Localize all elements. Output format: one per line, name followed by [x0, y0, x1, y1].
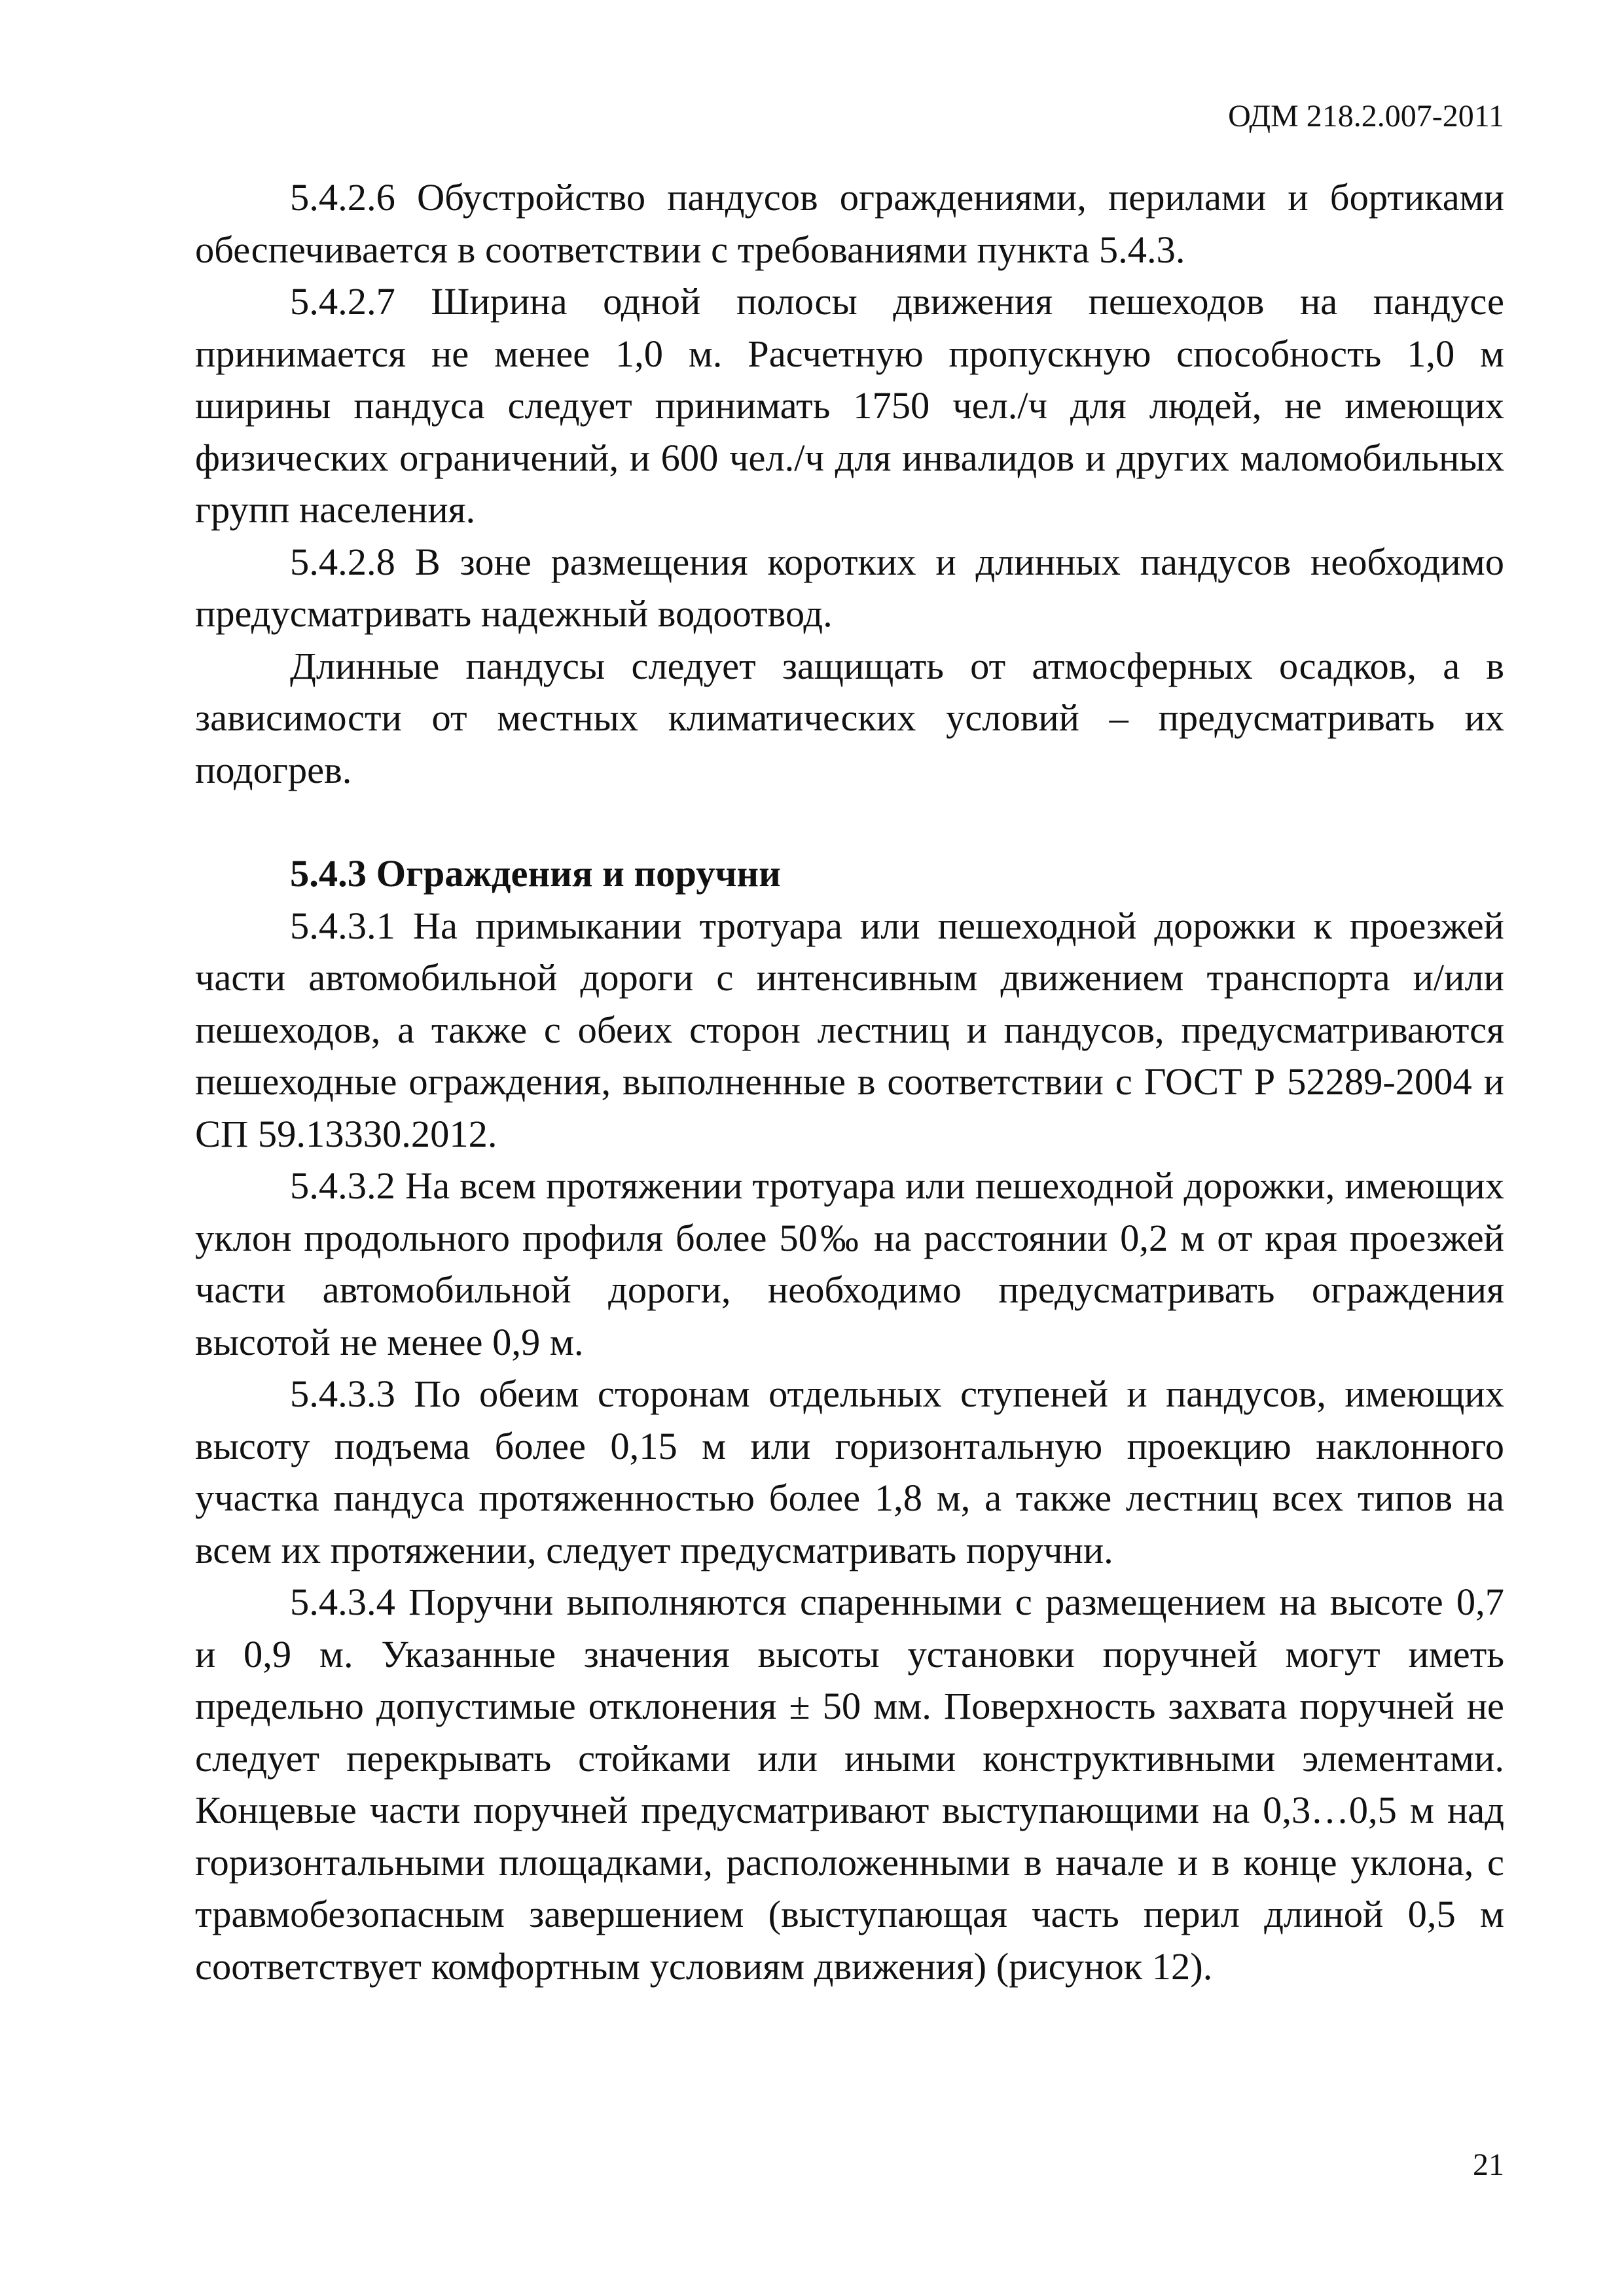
document-body	[195, 171, 1504, 1992]
paragraph-5-4-2-7: 5.4.2.7 Ширина одной полосы движения пешеходов на пандусе принимается не менее 1,0 м. Расчетную пропускную способность 1,0 м ширины пандуса следует принимать 1750 чел./ч для людей, не имеющих физических ограничений, и 600 чел./ч для инвалидов и других маломобильных групп населения.	[195, 280, 1504, 531]
paragraph-5-4-3-1: 5.4.3.1 На примыкании тротуара или пешеходной дорожки к проезжей части автомобильной дороги с интенсивным движением транспорта и/или пешеходов, а также с обеих сторон лестниц и пандусов, предусматриваются пешеходные ограждения, выполненные в соответствии с ГОСТ Р 52289-2004 и СП 59.13330.2012.	[195, 904, 1504, 1155]
section-heading-5-4-3: 5.4.3 Ограждения и поручни	[290, 852, 781, 895]
paragraph-5-4-3-2: 5.4.3.2 На всем протяжении тротуара или пешеходной дорожки, имеющих уклон продольного профиля более 50‰ на расстоянии 0,2 м от края проезжей части автомобильной дороги, необходимо предусматривать ограждения высотой не менее 0,9 м.	[195, 1164, 1504, 1363]
document-code-header: ОДМ 218.2.007-2011	[1228, 99, 1504, 134]
paragraph-5-4-2-8: 5.4.2.8 В зоне размещения коротких и длинных пандусов необходимо предусматривать надежный водоотвод.	[195, 540, 1504, 635]
paragraph-5-4-3-4: 5.4.3.4 Поручни выполняются спаренными с размещением на высоте 0,7 и 0,9 м. Указанные значения высоты установки поручней могут иметь предельно допустимые отклонения ± 50 мм. Поверхность захвата поручней не следует перекрывать стойками или иными конструктивными элементами. Концевые части поручней предусматривают выступающими на 0,3…0,5 м над горизонтальными площадками, расположенными в начале и в конце уклона, с травмобезопасным завершением (выступающая часть перил длиной 0,5 м соответствует комфортным условиям движения) (рисунок 12).	[195, 1581, 1504, 1988]
paragraph-5-4-2-6: 5.4.2.6 Обустройство пандусов ограждениями, перилами и бортиками обеспечивается в соответствии с требованиями пункта 5.4.3.	[195, 176, 1504, 271]
paragraph-5-4-3-3: 5.4.3.3 По обеим сторонам отдельных ступеней и пандусов, имеющих высоту подъема более 0,15 м или горизонтальную проекцию наклонного участка пандуса протяженностью более 1,8 м, а также лестниц всех типов на всем их протяжении, следует предусматривать поручни.	[195, 1372, 1504, 1571]
paragraph-long-ramps: Длинные пандусы следует защищать от атмосферных осадков, а в зависимости от местных климатических условий – предусматривать их подогрев.	[195, 644, 1504, 791]
page-number: 21	[1473, 2147, 1504, 2182]
